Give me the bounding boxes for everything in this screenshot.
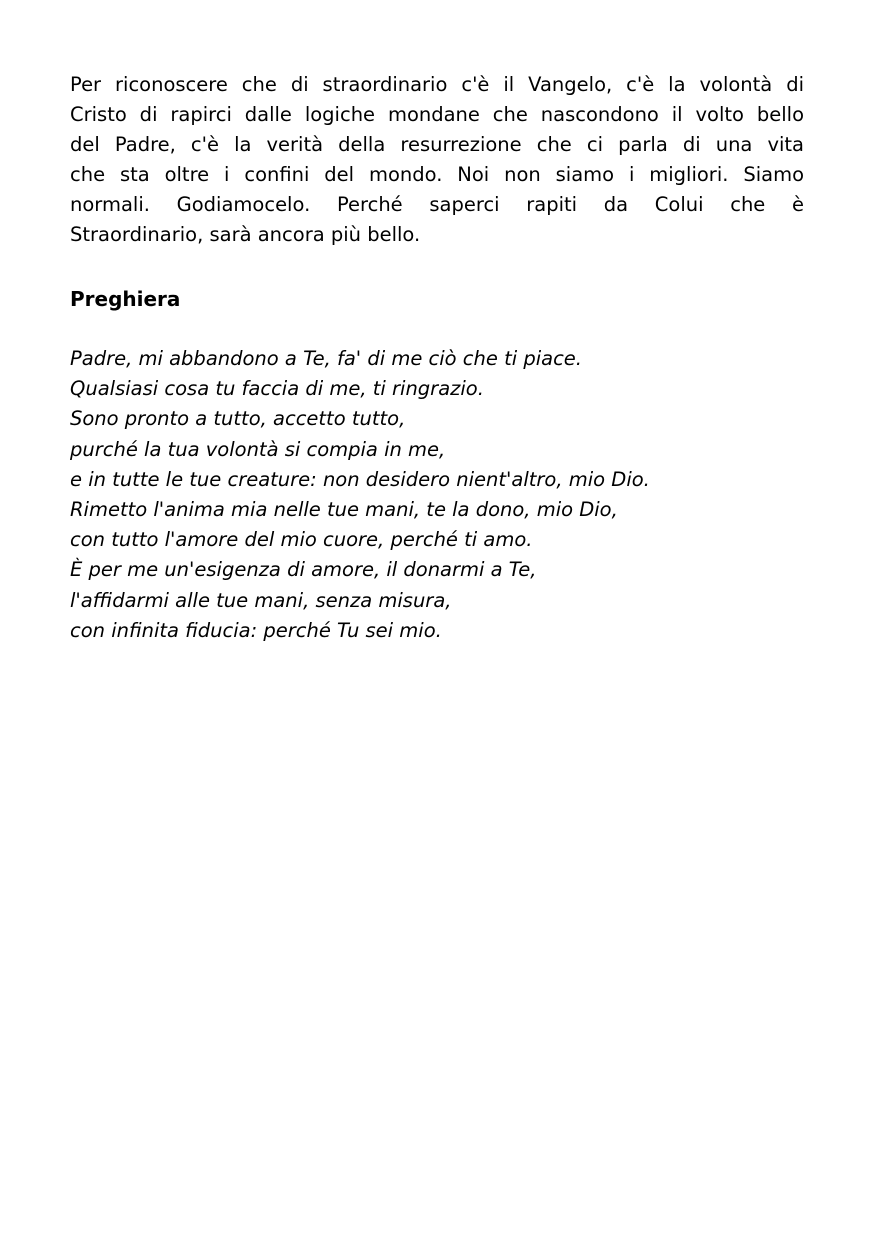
intro-line: normali. Godiamocelo. Perché saperci rapiti da Colui che è [70,193,804,216]
prayer-line: l'affidarmi alle tue mani, senza misura, [70,588,452,612]
section-heading: Preghiera [70,287,181,311]
prayer-line: con infinita fiducia: perché Tu sei mio. [70,618,442,642]
intro-line: Straordinario, sarà ancora più bello. [70,223,421,246]
prayer-line: e in tutte le tue creature: non desidero nient'altro, mio Dio. [70,467,650,491]
prayer-line: Padre, mi abbandono a Te, fa' di me ciò che ti piace. [70,347,582,370]
prayer-line: Qualsiasi cosa tu faccia di me, ti ringrazio. [70,377,484,401]
prayer-line: Sono pronto a tutto, accetto tutto, [70,407,406,431]
prayer-text [70,344,650,646]
prayer-line: È per me un'esigenza di amore, il donarmi a Te, [70,558,537,582]
prayer-line: purché la tua volontà si compia in me, [70,437,446,461]
intro-line: Per riconoscere che di straordinario c'è il Vangelo, c'è la volontà di [70,73,804,96]
prayer-line: con tutto l'amore del mio cuore, perché ti amo. [70,528,533,552]
prayer-line: Rimetto l'anima mia nelle tue mani, te la dono, mio Dio, [70,498,618,522]
intro-paragraph [70,70,804,250]
intro-line: Cristo di rapirci dalle logiche mondane che nascondono il volto bello [70,103,804,126]
document-page [70,70,804,642]
intro-line: che sta oltre i confini del mondo. Noi non siamo i migliori. Siamo [70,163,804,186]
intro-line: del Padre, c'è la verità della resurrezione che ci parla di una vita [70,133,804,156]
